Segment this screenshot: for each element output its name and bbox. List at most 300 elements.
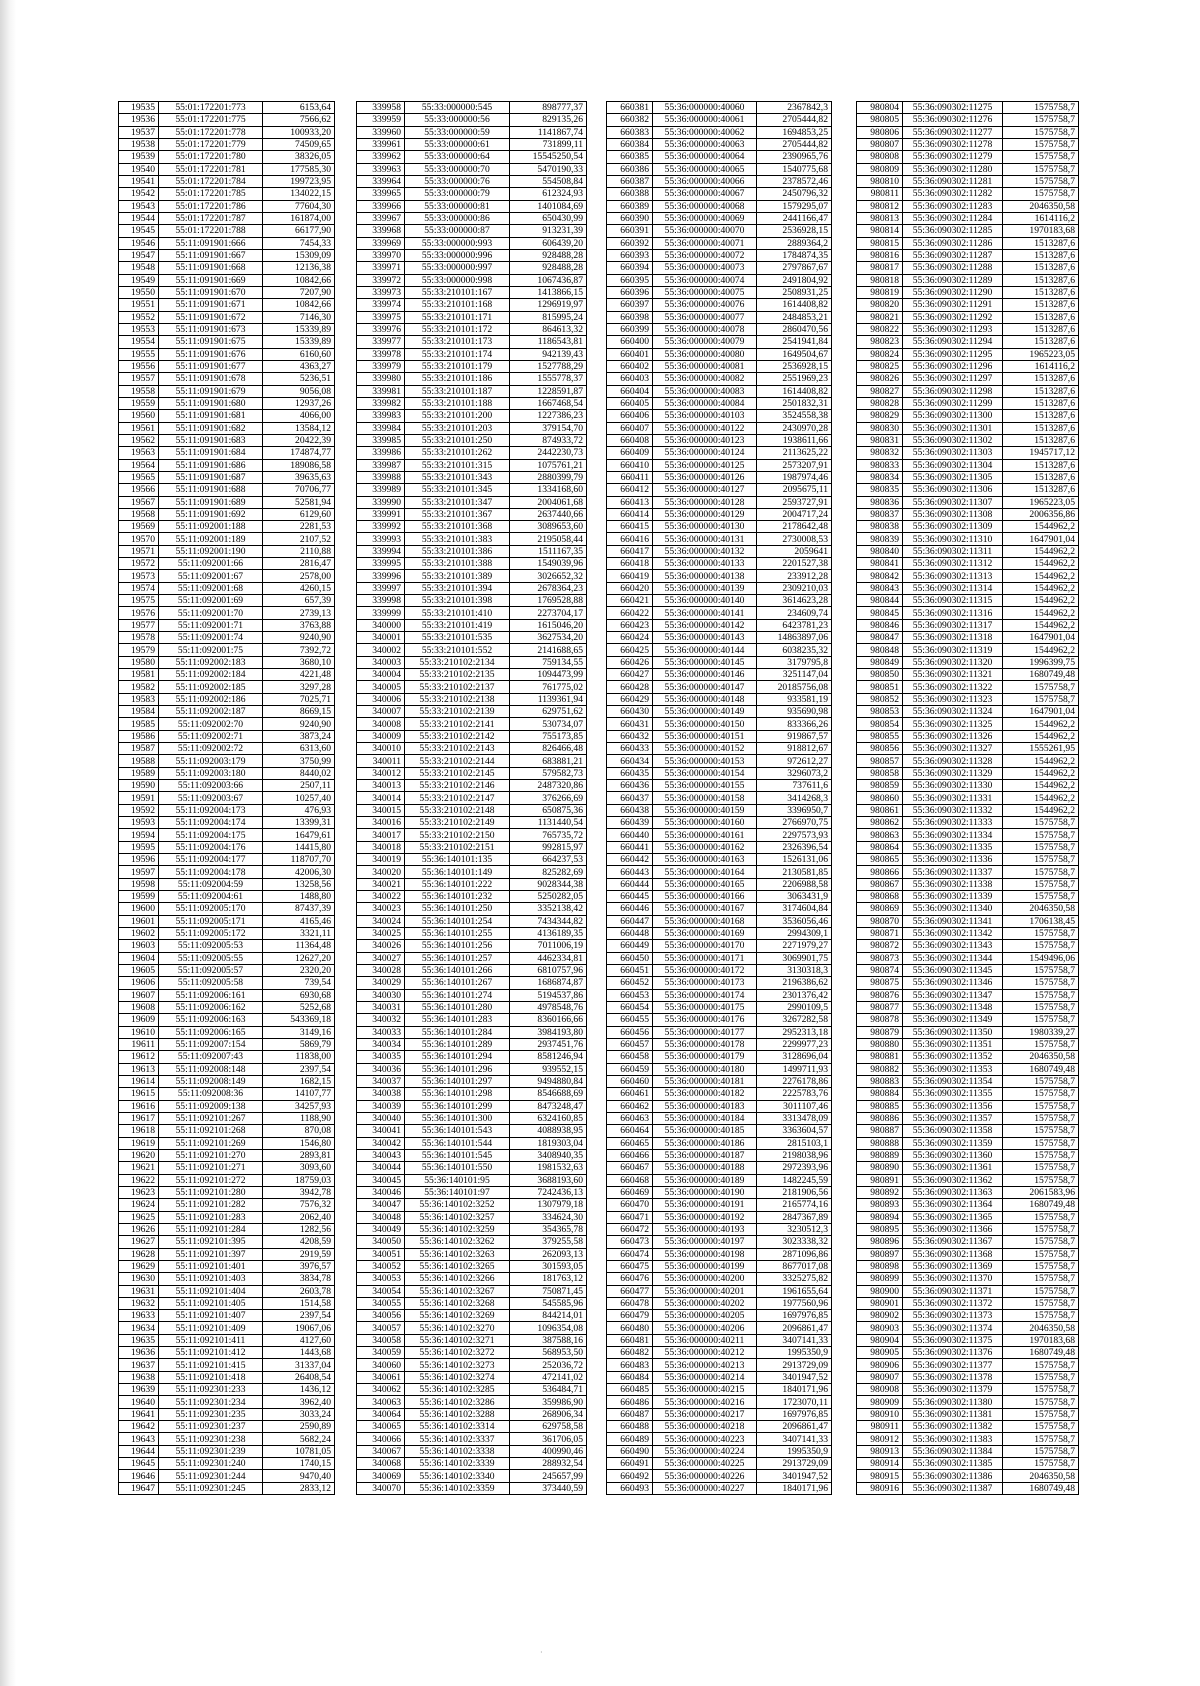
row-number-cell: 19642 xyxy=(119,1421,159,1433)
cadastral-value-cell: 1575758,7 xyxy=(1003,681,1079,693)
cadastral-value-cell: 1575758,7 xyxy=(1003,854,1079,866)
row-number-cell: 340015 xyxy=(357,804,405,816)
table-row xyxy=(357,311,587,323)
cadastral-number-cell: 55:36:090302:11381 xyxy=(903,1408,1003,1420)
row-number-cell: 660430 xyxy=(607,706,653,718)
cadastral-number-cell: 55:36:000000:40129 xyxy=(653,508,757,520)
row-number-cell: 340048 xyxy=(357,1211,405,1223)
table-row xyxy=(357,767,587,779)
cadastral-value-cell: 3179795,8 xyxy=(757,656,832,668)
cadastral-number-cell: 55:36:140101:300 xyxy=(405,1112,510,1124)
table-row xyxy=(857,977,1079,989)
row-number-cell: 980809 xyxy=(857,163,903,175)
cadastral-number-cell: 55:01:172201:780 xyxy=(159,151,263,163)
cadastral-number-cell: 55:36:140102:3339 xyxy=(405,1458,510,1470)
row-number-cell: 980880 xyxy=(857,1038,903,1050)
table-row xyxy=(357,977,587,989)
table-row xyxy=(607,952,832,964)
cadastral-number-cell: 55:11:092001:66 xyxy=(159,558,263,570)
cadastral-value-cell: 2367842,3 xyxy=(757,102,832,114)
table-row xyxy=(119,1408,335,1420)
cadastral-number-cell: 55:36:140102:3274 xyxy=(405,1371,510,1383)
row-number-cell: 660437 xyxy=(607,792,653,804)
row-number-cell: 339960 xyxy=(357,126,405,138)
cadastral-number-cell: 55:36:090302:11297 xyxy=(903,373,1003,385)
table-row xyxy=(119,1186,335,1198)
row-number-cell: 660407 xyxy=(607,422,653,434)
cadastral-number-cell: 55:36:090302:11362 xyxy=(903,1174,1003,1186)
cadastral-number-cell: 55:33:210101:367 xyxy=(405,508,510,520)
row-number-cell: 339973 xyxy=(357,286,405,298)
table-row xyxy=(857,459,1079,471)
cadastral-number-cell: 55:36:140102:3272 xyxy=(405,1347,510,1359)
cadastral-number-cell: 55:36:000000:40147 xyxy=(653,681,757,693)
cadastral-number-cell: 55:11:092101:415 xyxy=(159,1359,263,1371)
row-number-cell: 339991 xyxy=(357,508,405,520)
table-row xyxy=(857,434,1079,446)
cadastral-number-cell: 55:11:092101:272 xyxy=(159,1174,263,1186)
row-number-cell: 980913 xyxy=(857,1445,903,1457)
row-number-cell: 660468 xyxy=(607,1174,653,1186)
row-number-cell: 19576 xyxy=(119,607,159,619)
table-row xyxy=(857,927,1079,939)
row-number-cell: 660481 xyxy=(607,1334,653,1346)
cadastral-value-cell: 2326396,54 xyxy=(757,841,832,853)
cadastral-number-cell: 55:36:000000:40140 xyxy=(653,595,757,607)
cadastral-number-cell: 55:36:000000:40226 xyxy=(653,1470,757,1482)
table-row xyxy=(607,915,832,927)
cadastral-value-cell: 1614116,2 xyxy=(1003,212,1079,224)
cadastral-number-cell: 55:36:000000:40211 xyxy=(653,1334,757,1346)
row-number-cell: 980807 xyxy=(857,138,903,150)
cadastral-value-cell: 1575758,7 xyxy=(1003,891,1079,903)
row-number-cell: 19554 xyxy=(119,336,159,348)
row-number-cell: 660392 xyxy=(607,237,653,249)
cadastral-number-cell: 55:36:140101:289 xyxy=(405,1038,510,1050)
row-number-cell: 339971 xyxy=(357,262,405,274)
cadastral-value-cell: 1995350,9 xyxy=(757,1445,832,1457)
table-row xyxy=(119,397,335,409)
row-number-cell: 340017 xyxy=(357,829,405,841)
row-number-cell: 980823 xyxy=(857,336,903,348)
cadastral-number-cell: 55:36:140101:297 xyxy=(405,1075,510,1087)
cadastral-value-cell: 1995350,9 xyxy=(757,1347,832,1359)
cadastral-number-cell: 55:33:210102:2147 xyxy=(405,792,510,804)
row-number-cell: 980820 xyxy=(857,299,903,311)
table-row xyxy=(607,1026,832,1038)
table-row xyxy=(857,1001,1079,1013)
cadastral-value-cell: 1575758,7 xyxy=(1003,1445,1079,1457)
table-row xyxy=(119,841,335,853)
cadastral-value-cell: 14415,80 xyxy=(263,841,335,853)
cadastral-value-cell: 1188,90 xyxy=(263,1112,335,1124)
table-row xyxy=(119,1014,335,1026)
cadastral-number-cell: 55:33:000000:81 xyxy=(405,200,510,212)
cadastral-number-cell: 55:33:210101:262 xyxy=(405,447,510,459)
cadastral-number-cell: 55:33:210101:250 xyxy=(405,434,510,446)
row-number-cell: 19540 xyxy=(119,163,159,175)
cadastral-value-cell: 1575758,7 xyxy=(1003,1458,1079,1470)
row-number-cell: 660456 xyxy=(607,1026,653,1038)
cadastral-value-cell: 1647901,04 xyxy=(1003,706,1079,718)
row-number-cell: 980853 xyxy=(857,706,903,718)
cadastral-number-cell: 55:36:000000:40130 xyxy=(653,521,757,533)
cadastral-value-cell: 1549039,96 xyxy=(510,558,587,570)
cadastral-value-cell: 70706,77 xyxy=(263,484,335,496)
table-row xyxy=(857,1236,1079,1248)
cadastral-value-cell: 1740,15 xyxy=(263,1458,335,1470)
cadastral-number-cell: 55:36:000000:40224 xyxy=(653,1445,757,1457)
cadastral-number-cell: 55:36:000000:40070 xyxy=(653,225,757,237)
table-row xyxy=(357,484,587,496)
row-number-cell: 980852 xyxy=(857,693,903,705)
row-number-cell: 980881 xyxy=(857,1051,903,1063)
cadastral-number-cell: 55:11:092301:239 xyxy=(159,1445,263,1457)
row-number-cell: 660395 xyxy=(607,274,653,286)
cadastral-number-cell: 55:36:000000:40168 xyxy=(653,915,757,927)
table-row xyxy=(607,1100,832,1112)
table-row xyxy=(857,299,1079,311)
cadastral-number-cell: 55:36:090302:11302 xyxy=(903,434,1003,446)
row-number-cell: 980884 xyxy=(857,1088,903,1100)
table-row xyxy=(119,212,335,224)
cadastral-number-cell: 55:33:210101:171 xyxy=(405,311,510,323)
table-row xyxy=(607,1408,832,1420)
table-row xyxy=(357,1137,587,1149)
row-number-cell: 340030 xyxy=(357,989,405,1001)
cadastral-value-cell: 913231,39 xyxy=(510,225,587,237)
cadastral-value-cell: 1575758,7 xyxy=(1003,1421,1079,1433)
table-row xyxy=(119,434,335,446)
cadastral-number-cell: 55:36:000000:40205 xyxy=(653,1310,757,1322)
row-number-cell: 19587 xyxy=(119,743,159,755)
cadastral-value-cell: 4978548,76 xyxy=(510,1001,587,1013)
cadastral-value-cell: 1819303,04 xyxy=(510,1137,587,1149)
cadastral-value-cell: 1945717,12 xyxy=(1003,447,1079,459)
cadastral-number-cell: 55:33:210101:345 xyxy=(405,484,510,496)
cadastral-value-cell: 1579295,07 xyxy=(757,200,832,212)
row-number-cell: 339977 xyxy=(357,336,405,348)
cadastral-number-cell: 55:11:092101:412 xyxy=(159,1347,263,1359)
table-row xyxy=(857,940,1079,952)
cadastral-number-cell: 55:33:000000:76 xyxy=(405,175,510,187)
row-number-cell: 980826 xyxy=(857,373,903,385)
table-row xyxy=(607,299,832,311)
cadastral-value-cell: 38326,05 xyxy=(263,151,335,163)
table-row xyxy=(857,175,1079,187)
cadastral-number-cell: 55:36:090302:11314 xyxy=(903,582,1003,594)
table-row xyxy=(607,582,832,594)
cadastral-value-cell: 1544962,2 xyxy=(1003,780,1079,792)
cadastral-number-cell: 55:36:140101:222 xyxy=(405,878,510,890)
cadastral-number-cell: 55:11:092301:245 xyxy=(159,1482,263,1494)
row-number-cell: 980863 xyxy=(857,829,903,841)
table-row xyxy=(607,570,832,582)
cadastral-value-cell: 1575758,7 xyxy=(1003,841,1079,853)
table-row xyxy=(857,1100,1079,1112)
row-number-cell: 340067 xyxy=(357,1445,405,1457)
cadastral-number-cell: 55:36:140102:3252 xyxy=(405,1199,510,1211)
cadastral-value-cell: 15339,89 xyxy=(263,336,335,348)
cadastral-value-cell: 2507,11 xyxy=(263,780,335,792)
cadastral-number-cell: 55:36:000000:40141 xyxy=(653,607,757,619)
cadastral-number-cell: 55:33:000000:70 xyxy=(405,163,510,175)
table-row xyxy=(357,447,587,459)
cadastral-number-cell: 55:36:090302:11285 xyxy=(903,225,1003,237)
cadastral-number-cell: 55:11:092301:233 xyxy=(159,1384,263,1396)
row-number-cell: 660396 xyxy=(607,286,653,298)
cadastral-number-cell: 55:11:092002:72 xyxy=(159,743,263,755)
table-row xyxy=(357,952,587,964)
row-number-cell: 660389 xyxy=(607,200,653,212)
cadastral-number-cell: 55:36:090302:11291 xyxy=(903,299,1003,311)
table-row xyxy=(857,854,1079,866)
cadastral-value-cell: 2952313,18 xyxy=(757,1026,832,1038)
table-row xyxy=(119,656,335,668)
cadastral-number-cell: 55:36:000000:40172 xyxy=(653,964,757,976)
table-row xyxy=(357,521,587,533)
table-row xyxy=(119,915,335,927)
cadastral-value-cell: 7576,32 xyxy=(263,1199,335,1211)
cadastral-number-cell: 55:36:140102:3259 xyxy=(405,1223,510,1235)
row-number-cell: 339976 xyxy=(357,323,405,335)
table-row xyxy=(607,262,832,274)
table-row xyxy=(857,1137,1079,1149)
table-row xyxy=(119,508,335,520)
row-number-cell: 339995 xyxy=(357,558,405,570)
row-number-cell: 340024 xyxy=(357,915,405,927)
cadastral-value-cell: 1686874,87 xyxy=(510,977,587,989)
row-number-cell: 19645 xyxy=(119,1458,159,1470)
cadastral-value-cell: 2919,59 xyxy=(263,1248,335,1260)
row-number-cell: 660404 xyxy=(607,385,653,397)
table-row xyxy=(357,1322,587,1334)
cadastral-number-cell: 55:33:210101:394 xyxy=(405,582,510,594)
cadastral-number-cell: 55:36:000000:40153 xyxy=(653,755,757,767)
table-row xyxy=(857,755,1079,767)
cadastral-number-cell: 55:36:000000:40198 xyxy=(653,1248,757,1260)
cadastral-value-cell: 2889364,2 xyxy=(757,237,832,249)
cadastral-value-cell: 1513287,6 xyxy=(1003,434,1079,446)
cadastral-value-cell: 1575758,7 xyxy=(1003,175,1079,187)
cadastral-value-cell: 379255,58 xyxy=(510,1236,587,1248)
row-number-cell: 660381 xyxy=(607,102,653,114)
cadastral-value-cell: 2378572,46 xyxy=(757,175,832,187)
cadastral-value-cell: 2913729,09 xyxy=(757,1458,832,1470)
row-number-cell: 980860 xyxy=(857,792,903,804)
cadastral-value-cell: 1697976,85 xyxy=(757,1408,832,1420)
table-row xyxy=(607,656,832,668)
table-row xyxy=(607,200,832,212)
row-number-cell: 19635 xyxy=(119,1334,159,1346)
cadastral-number-cell: 55:11:092005:55 xyxy=(159,952,263,964)
row-number-cell: 339996 xyxy=(357,570,405,582)
table-row xyxy=(857,903,1079,915)
cadastral-number-cell: 55:36:140101:250 xyxy=(405,903,510,915)
table-row xyxy=(357,286,587,298)
table-column-1 xyxy=(118,101,335,1495)
row-number-cell: 340070 xyxy=(357,1482,405,1494)
cadastral-value-cell: 3962,40 xyxy=(263,1396,335,1408)
table-row xyxy=(119,730,335,742)
cadastral-value-cell: 354365,78 xyxy=(510,1223,587,1235)
row-number-cell: 340029 xyxy=(357,977,405,989)
cadastral-number-cell: 55:11:092006:163 xyxy=(159,1014,263,1026)
cadastral-value-cell: 1649504,67 xyxy=(757,348,832,360)
cadastral-value-cell: 359986,90 xyxy=(510,1396,587,1408)
cadastral-number-cell: 55:36:090302:11299 xyxy=(903,397,1003,409)
cadastral-value-cell: 3408940,35 xyxy=(510,1149,587,1161)
row-number-cell: 660449 xyxy=(607,940,653,952)
cadastral-value-cell: 9494880,84 xyxy=(510,1075,587,1087)
row-number-cell: 340010 xyxy=(357,743,405,755)
table-row xyxy=(607,175,832,187)
cadastral-value-cell: 1647901,04 xyxy=(1003,533,1079,545)
cadastral-number-cell: 55:36:140101:543 xyxy=(405,1125,510,1137)
cadastral-number-cell: 55:36:090302:11379 xyxy=(903,1384,1003,1396)
cadastral-value-cell: 3536056,46 xyxy=(757,915,832,927)
table-row xyxy=(607,126,832,138)
cadastral-value-cell: 2059641 xyxy=(757,545,832,557)
table-row xyxy=(119,582,335,594)
cadastral-value-cell: 1544962,2 xyxy=(1003,730,1079,742)
table-row xyxy=(357,619,587,631)
table-row xyxy=(357,1260,587,1272)
row-number-cell: 340069 xyxy=(357,1470,405,1482)
cadastral-number-cell: 55:36:000000:40189 xyxy=(653,1174,757,1186)
row-number-cell: 340016 xyxy=(357,817,405,829)
table-row xyxy=(607,533,832,545)
row-number-cell: 980870 xyxy=(857,915,903,927)
table-row xyxy=(607,496,832,508)
table-row xyxy=(357,1162,587,1174)
cadastral-value-cell: 10781,05 xyxy=(263,1445,335,1457)
table-row xyxy=(119,175,335,187)
cadastral-number-cell: 55:36:140101:232 xyxy=(405,891,510,903)
row-number-cell: 19545 xyxy=(119,225,159,237)
cadastral-value-cell: 2590,89 xyxy=(263,1421,335,1433)
cadastral-number-cell: 55:36:000000:40122 xyxy=(653,422,757,434)
cadastral-number-cell: 55:11:091901:669 xyxy=(159,274,263,286)
cadastral-value-cell: 1980339,27 xyxy=(1003,1026,1079,1038)
cadastral-number-cell: 55:36:140102:3268 xyxy=(405,1297,510,1309)
cadastral-value-cell: 3524558,38 xyxy=(757,410,832,422)
cadastral-number-cell: 55:36:000000:40206 xyxy=(653,1322,757,1334)
cadastral-value-cell: 1544962,2 xyxy=(1003,521,1079,533)
cadastral-value-cell: 1977560,96 xyxy=(757,1297,832,1309)
table-row xyxy=(607,669,832,681)
cadastral-number-cell: 55:11:092001:69 xyxy=(159,595,263,607)
table-row xyxy=(357,496,587,508)
row-number-cell: 19550 xyxy=(119,286,159,298)
row-number-cell: 339997 xyxy=(357,582,405,594)
row-number-cell: 339985 xyxy=(357,434,405,446)
cadastral-value-cell: 13258,56 xyxy=(263,878,335,890)
table-row xyxy=(857,348,1079,360)
cadastral-value-cell: 1544962,2 xyxy=(1003,582,1079,594)
cadastral-number-cell: 55:36:090302:11358 xyxy=(903,1125,1003,1137)
cadastral-value-cell: 1575758,7 xyxy=(1003,989,1079,1001)
cadastral-value-cell: 2491804,92 xyxy=(757,274,832,286)
table-row xyxy=(357,385,587,397)
cadastral-number-cell: 55:36:000000:40188 xyxy=(653,1162,757,1174)
cadastral-number-cell: 55:33:210102:2138 xyxy=(405,693,510,705)
cadastral-number-cell: 55:11:092101:403 xyxy=(159,1273,263,1285)
table-row xyxy=(607,706,832,718)
cadastral-number-cell: 55:36:090302:11361 xyxy=(903,1162,1003,1174)
cadastral-number-cell: 55:33:210101:186 xyxy=(405,373,510,385)
row-number-cell: 980873 xyxy=(857,952,903,964)
cadastral-value-cell: 161874,00 xyxy=(263,212,335,224)
cadastral-number-cell: 55:36:000000:40126 xyxy=(653,471,757,483)
cadastral-number-cell: 55:11:092004:61 xyxy=(159,891,263,903)
table-row xyxy=(357,866,587,878)
table-row xyxy=(357,138,587,150)
cadastral-value-cell: 1544962,2 xyxy=(1003,558,1079,570)
cadastral-number-cell: 55:36:000000:40184 xyxy=(653,1112,757,1124)
row-number-cell: 19580 xyxy=(119,656,159,668)
row-number-cell: 980844 xyxy=(857,595,903,607)
row-number-cell: 980900 xyxy=(857,1285,903,1297)
cadastral-value-cell: 1186543,81 xyxy=(510,336,587,348)
cadastral-value-cell: 1482245,59 xyxy=(757,1174,832,1186)
cadastral-value-cell: 1667468,54 xyxy=(510,397,587,409)
cadastral-number-cell: 55:11:092002:70 xyxy=(159,718,263,730)
table-row xyxy=(607,1371,832,1383)
row-number-cell: 340025 xyxy=(357,927,405,939)
row-number-cell: 339992 xyxy=(357,521,405,533)
cadastral-number-cell: 55:33:210101:168 xyxy=(405,299,510,311)
row-number-cell: 339986 xyxy=(357,447,405,459)
cadastral-number-cell: 55:36:000000:40064 xyxy=(653,151,757,163)
cadastral-value-cell: 1575758,7 xyxy=(1003,1359,1079,1371)
cadastral-value-cell: 918812,67 xyxy=(757,743,832,755)
table-row xyxy=(607,188,832,200)
cadastral-value-cell: 1513287,6 xyxy=(1003,373,1079,385)
cadastral-value-cell: 3976,57 xyxy=(263,1260,335,1272)
row-number-cell: 980909 xyxy=(857,1396,903,1408)
row-number-cell: 339974 xyxy=(357,299,405,311)
cadastral-value-cell: 1575758,7 xyxy=(1003,1112,1079,1124)
cadastral-value-cell: 268906,34 xyxy=(510,1408,587,1420)
cadastral-value-cell: 5250282,05 xyxy=(510,891,587,903)
table-row xyxy=(607,743,832,755)
cadastral-value-cell: 543369,18 xyxy=(263,1014,335,1026)
cadastral-value-cell: 933581,19 xyxy=(757,693,832,705)
row-number-cell: 340032 xyxy=(357,1014,405,1026)
cadastral-number-cell: 55:36:090302:11289 xyxy=(903,274,1003,286)
table-row xyxy=(857,570,1079,582)
cadastral-number-cell: 55:36:090302:11370 xyxy=(903,1273,1003,1285)
cadastral-number-cell: 55:33:210101:172 xyxy=(405,323,510,335)
table-row xyxy=(607,767,832,779)
table-row xyxy=(607,508,832,520)
row-number-cell: 660383 xyxy=(607,126,653,138)
cadastral-value-cell: 1555261,95 xyxy=(1003,743,1079,755)
cadastral-value-cell: 1488,80 xyxy=(263,891,335,903)
table-row xyxy=(119,1236,335,1248)
table-row xyxy=(607,212,832,224)
table-row xyxy=(857,706,1079,718)
table-row xyxy=(607,792,832,804)
cadastral-number-cell: 55:36:090302:11346 xyxy=(903,977,1003,989)
cadastral-number-cell: 55:11:092002:184 xyxy=(159,669,263,681)
table-row xyxy=(119,1038,335,1050)
table-row xyxy=(857,163,1079,175)
cadastral-number-cell: 55:36:000000:40199 xyxy=(653,1260,757,1272)
cadastral-value-cell: 134022,15 xyxy=(263,188,335,200)
cadastral-number-cell: 55:36:090302:11342 xyxy=(903,927,1003,939)
